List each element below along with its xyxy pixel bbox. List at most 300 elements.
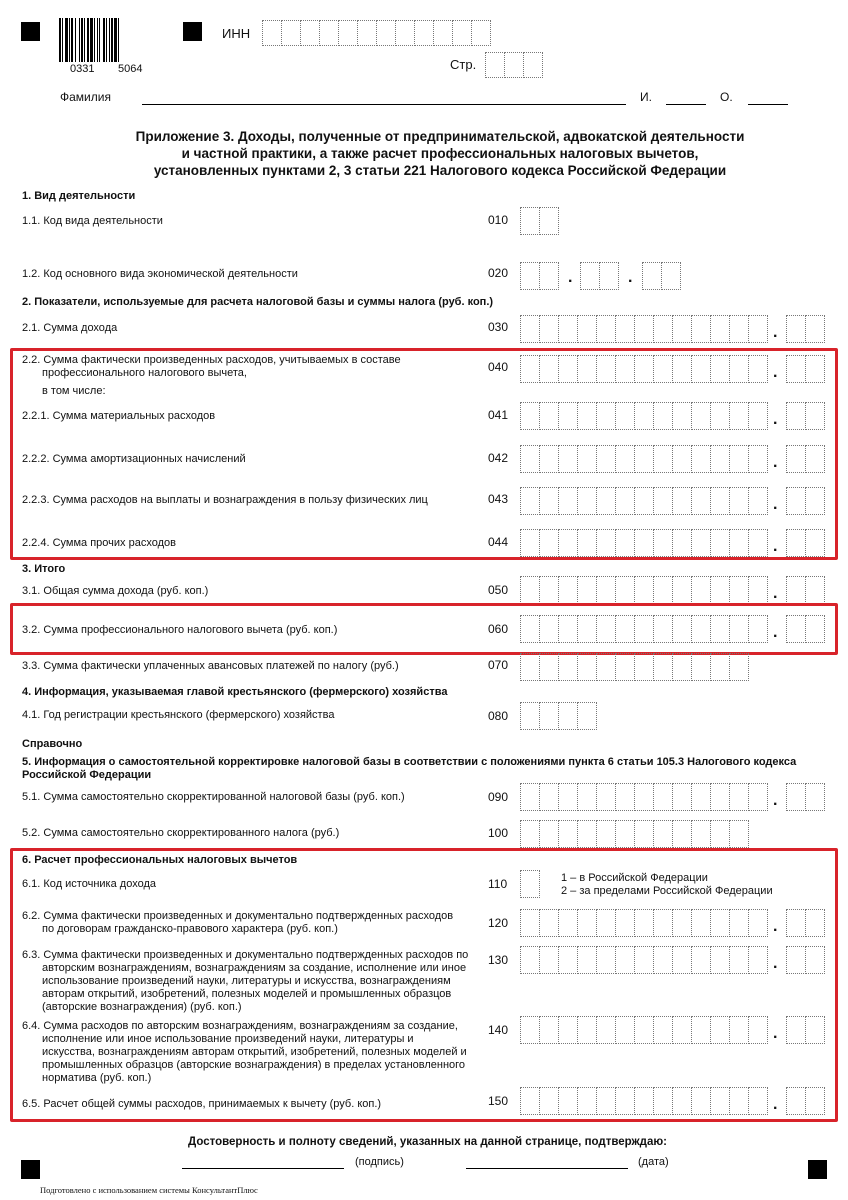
input-cell[interactable] bbox=[615, 315, 635, 343]
input-cell[interactable] bbox=[520, 783, 540, 811]
input-cell[interactable] bbox=[577, 783, 597, 811]
input-cell[interactable] bbox=[520, 529, 540, 557]
input-cell[interactable] bbox=[805, 783, 825, 811]
input-cell[interactable] bbox=[558, 946, 578, 974]
input-cell[interactable] bbox=[558, 615, 578, 643]
field-050-kopecks[interactable] bbox=[786, 576, 825, 604]
input-cell[interactable] bbox=[577, 820, 597, 848]
field-060-rubles[interactable] bbox=[520, 615, 768, 643]
field-050-rubles[interactable] bbox=[520, 576, 768, 604]
input-cell[interactable] bbox=[729, 529, 749, 557]
input-cell[interactable] bbox=[615, 653, 635, 681]
input-cell[interactable] bbox=[710, 402, 730, 430]
field-120-kopecks[interactable] bbox=[786, 909, 825, 937]
field-080[interactable] bbox=[520, 702, 597, 730]
input-cell[interactable] bbox=[805, 487, 825, 515]
input-cell[interactable] bbox=[710, 909, 730, 937]
input-cell[interactable] bbox=[615, 355, 635, 383]
input-cell[interactable] bbox=[634, 487, 654, 515]
input-cell[interactable] bbox=[710, 576, 730, 604]
input-cell[interactable] bbox=[577, 909, 597, 937]
row-1-1-label: 1.1. Код вида деятельности bbox=[22, 215, 163, 227]
input-cell[interactable] bbox=[577, 653, 597, 681]
input-cell[interactable] bbox=[539, 262, 559, 290]
decimal-dot: . bbox=[773, 585, 778, 602]
input-cell[interactable] bbox=[520, 402, 540, 430]
input-cell[interactable] bbox=[596, 315, 616, 343]
input-cell[interactable] bbox=[539, 487, 559, 515]
input-cell[interactable] bbox=[691, 1016, 711, 1044]
input-cell[interactable] bbox=[672, 615, 692, 643]
input-cell[interactable] bbox=[520, 207, 540, 235]
input-cell[interactable] bbox=[615, 783, 635, 811]
decimal-dot: . bbox=[773, 496, 778, 513]
input-cell[interactable] bbox=[653, 529, 673, 557]
input-cell[interactable] bbox=[596, 783, 616, 811]
input-cell[interactable] bbox=[634, 529, 654, 557]
input-cell[interactable] bbox=[596, 529, 616, 557]
input-cell[interactable] bbox=[504, 52, 524, 78]
input-cell[interactable] bbox=[748, 1087, 768, 1115]
input-cell[interactable] bbox=[748, 487, 768, 515]
input-cell[interactable] bbox=[786, 946, 806, 974]
patronymic-initial-field[interactable] bbox=[748, 104, 788, 105]
input-cell[interactable] bbox=[653, 576, 673, 604]
input-cell[interactable] bbox=[615, 576, 635, 604]
input-cell[interactable] bbox=[596, 402, 616, 430]
input-cell[interactable] bbox=[786, 909, 806, 937]
input-cell[interactable] bbox=[729, 653, 749, 681]
input-cell[interactable] bbox=[433, 20, 453, 46]
input-cell[interactable] bbox=[805, 576, 825, 604]
input-cell[interactable] bbox=[520, 576, 540, 604]
input-cell[interactable] bbox=[672, 1016, 692, 1044]
input-cell[interactable] bbox=[729, 445, 749, 473]
input-cell[interactable] bbox=[596, 576, 616, 604]
input-cell[interactable] bbox=[691, 653, 711, 681]
input-cell[interactable] bbox=[729, 946, 749, 974]
input-cell[interactable] bbox=[672, 946, 692, 974]
input-cell[interactable] bbox=[653, 402, 673, 430]
input-cell[interactable] bbox=[710, 1016, 730, 1044]
input-cell[interactable] bbox=[710, 820, 730, 848]
input-cell[interactable] bbox=[634, 445, 654, 473]
field-090-kopecks[interactable] bbox=[786, 783, 825, 811]
input-cell[interactable] bbox=[729, 487, 749, 515]
field-043-rubles[interactable] bbox=[520, 487, 768, 515]
field-140-kopecks[interactable] bbox=[786, 1016, 825, 1044]
input-cell[interactable] bbox=[577, 1016, 597, 1044]
input-cell[interactable] bbox=[805, 402, 825, 430]
input-cell[interactable] bbox=[539, 529, 559, 557]
input-cell[interactable] bbox=[653, 445, 673, 473]
input-cell[interactable] bbox=[691, 909, 711, 937]
input-cell[interactable] bbox=[672, 315, 692, 343]
input-cell[interactable] bbox=[710, 355, 730, 383]
input-cell[interactable] bbox=[539, 946, 559, 974]
input-cell[interactable] bbox=[691, 615, 711, 643]
corner-marker-top-left bbox=[21, 22, 40, 41]
decimal-dot: . bbox=[773, 918, 778, 935]
input-cell[interactable] bbox=[539, 820, 559, 848]
name-initial-field[interactable] bbox=[666, 104, 706, 105]
input-cell[interactable] bbox=[653, 820, 673, 848]
input-cell[interactable] bbox=[691, 487, 711, 515]
input-cell[interactable] bbox=[691, 529, 711, 557]
input-cell[interactable] bbox=[523, 52, 543, 78]
input-cell[interactable] bbox=[691, 576, 711, 604]
input-cell[interactable] bbox=[615, 615, 635, 643]
input-cell[interactable] bbox=[672, 783, 692, 811]
field-060-kopecks[interactable] bbox=[786, 615, 825, 643]
inn-label: ИНН bbox=[222, 26, 251, 41]
field-150-kopecks[interactable] bbox=[786, 1087, 825, 1115]
input-cell[interactable] bbox=[558, 445, 578, 473]
input-cell[interactable] bbox=[729, 820, 749, 848]
input-cell[interactable] bbox=[786, 783, 806, 811]
input-cell[interactable] bbox=[748, 576, 768, 604]
input-cell[interactable] bbox=[729, 909, 749, 937]
input-cell[interactable] bbox=[539, 355, 559, 383]
input-cell[interactable] bbox=[691, 402, 711, 430]
field-030-rubles[interactable] bbox=[520, 315, 768, 343]
field-041-rubles[interactable] bbox=[520, 402, 768, 430]
input-cell[interactable] bbox=[729, 1016, 749, 1044]
field-020-part-3[interactable] bbox=[642, 262, 681, 290]
input-cell[interactable] bbox=[653, 355, 673, 383]
title-line-1: Приложение 3. Доходы, полученные от предпринимательской, адвокатской деятельности bbox=[135, 129, 745, 144]
input-cell[interactable] bbox=[577, 445, 597, 473]
input-cell[interactable] bbox=[786, 355, 806, 383]
input-cell[interactable] bbox=[786, 487, 806, 515]
input-cell[interactable] bbox=[805, 1016, 825, 1044]
input-cell[interactable] bbox=[580, 262, 600, 290]
input-cell[interactable] bbox=[577, 576, 597, 604]
input-cell[interactable] bbox=[672, 909, 692, 937]
input-cell[interactable] bbox=[691, 1087, 711, 1115]
input-cell[interactable] bbox=[558, 783, 578, 811]
input-cell[interactable] bbox=[634, 909, 654, 937]
input-cell[interactable] bbox=[786, 576, 806, 604]
input-cell[interactable] bbox=[729, 615, 749, 643]
input-cell[interactable] bbox=[520, 445, 540, 473]
input-cell[interactable] bbox=[615, 909, 635, 937]
input-cell[interactable] bbox=[786, 1016, 806, 1044]
input-cell[interactable] bbox=[805, 315, 825, 343]
input-cell[interactable] bbox=[596, 909, 616, 937]
input-cell[interactable] bbox=[262, 20, 282, 46]
input-cell[interactable] bbox=[615, 529, 635, 557]
input-cell[interactable] bbox=[691, 355, 711, 383]
input-cell[interactable] bbox=[786, 1087, 806, 1115]
input-cell[interactable] bbox=[653, 487, 673, 515]
input-cell[interactable] bbox=[672, 529, 692, 557]
input-cell[interactable] bbox=[634, 402, 654, 430]
input-cell[interactable] bbox=[748, 445, 768, 473]
input-cell[interactable] bbox=[691, 946, 711, 974]
input-cell[interactable] bbox=[615, 445, 635, 473]
input-cell[interactable] bbox=[539, 615, 559, 643]
input-cell[interactable] bbox=[672, 402, 692, 430]
input-cell[interactable] bbox=[672, 576, 692, 604]
input-cell[interactable] bbox=[672, 1087, 692, 1115]
code-140: 140 bbox=[488, 1023, 509, 1037]
input-cell[interactable] bbox=[615, 1016, 635, 1044]
input-cell[interactable] bbox=[691, 445, 711, 473]
input-cell[interactable] bbox=[691, 315, 711, 343]
input-cell[interactable] bbox=[520, 1087, 540, 1115]
input-cell[interactable] bbox=[596, 653, 616, 681]
input-cell[interactable] bbox=[520, 909, 540, 937]
input-cell[interactable] bbox=[653, 946, 673, 974]
input-cell[interactable] bbox=[395, 20, 415, 46]
input-cell[interactable] bbox=[615, 487, 635, 515]
input-cell[interactable] bbox=[577, 355, 597, 383]
input-cell[interactable] bbox=[539, 783, 559, 811]
input-cell[interactable] bbox=[634, 1087, 654, 1115]
input-cell[interactable] bbox=[748, 783, 768, 811]
input-cell[interactable] bbox=[634, 783, 654, 811]
input-cell[interactable] bbox=[710, 653, 730, 681]
input-cell[interactable] bbox=[710, 946, 730, 974]
input-cell[interactable] bbox=[539, 402, 559, 430]
field-044-rubles[interactable] bbox=[520, 529, 768, 557]
signature-label: (подпись) bbox=[355, 1156, 404, 1168]
code-043: 043 bbox=[488, 492, 509, 506]
input-cell[interactable] bbox=[805, 355, 825, 383]
surname-field[interactable] bbox=[142, 104, 626, 105]
input-cell[interactable] bbox=[786, 315, 806, 343]
input-cell[interactable] bbox=[338, 20, 358, 46]
input-cell[interactable] bbox=[710, 315, 730, 343]
input-cell[interactable] bbox=[729, 355, 749, 383]
input-cell[interactable] bbox=[710, 1087, 730, 1115]
input-cell[interactable] bbox=[634, 315, 654, 343]
input-cell[interactable] bbox=[558, 820, 578, 848]
input-cell[interactable] bbox=[748, 615, 768, 643]
input-cell[interactable] bbox=[748, 355, 768, 383]
input-cell[interactable] bbox=[634, 946, 654, 974]
input-cell[interactable] bbox=[786, 445, 806, 473]
input-cell[interactable] bbox=[653, 653, 673, 681]
input-cell[interactable] bbox=[710, 487, 730, 515]
input-cell[interactable] bbox=[539, 445, 559, 473]
input-cell[interactable] bbox=[596, 820, 616, 848]
input-cell[interactable] bbox=[376, 20, 396, 46]
input-cell[interactable] bbox=[558, 402, 578, 430]
input-cell[interactable] bbox=[710, 783, 730, 811]
input-cell[interactable] bbox=[691, 820, 711, 848]
input-cell[interactable] bbox=[558, 1087, 578, 1115]
input-cell[interactable] bbox=[748, 529, 768, 557]
input-cell[interactable] bbox=[596, 487, 616, 515]
code-090: 090 bbox=[488, 790, 509, 804]
input-cell[interactable] bbox=[577, 487, 597, 515]
input-cell[interactable] bbox=[558, 702, 578, 730]
input-cell[interactable] bbox=[596, 1087, 616, 1115]
input-cell[interactable] bbox=[729, 783, 749, 811]
row-6-2-label-line-1: 6.2. Сумма фактически произведенных и документально подтвержденных расходов bbox=[22, 910, 454, 922]
field-090-rubles[interactable] bbox=[520, 783, 768, 811]
input-cell[interactable] bbox=[748, 1016, 768, 1044]
input-cell[interactable] bbox=[577, 1087, 597, 1115]
input-cell[interactable] bbox=[596, 615, 616, 643]
input-cell[interactable] bbox=[520, 702, 540, 730]
input-cell[interactable] bbox=[672, 355, 692, 383]
input-cell[interactable] bbox=[805, 909, 825, 937]
signature-field[interactable] bbox=[182, 1168, 344, 1169]
input-cell[interactable] bbox=[520, 487, 540, 515]
input-cell[interactable] bbox=[672, 653, 692, 681]
input-cell[interactable] bbox=[634, 355, 654, 383]
input-cell[interactable] bbox=[558, 315, 578, 343]
input-cell[interactable] bbox=[558, 576, 578, 604]
page-number-field[interactable] bbox=[485, 52, 543, 78]
input-cell[interactable] bbox=[748, 315, 768, 343]
input-cell[interactable] bbox=[558, 1016, 578, 1044]
inn-field[interactable] bbox=[262, 20, 491, 46]
input-cell[interactable] bbox=[729, 315, 749, 343]
field-020-part-1[interactable] bbox=[520, 262, 559, 290]
input-cell[interactable] bbox=[710, 529, 730, 557]
input-cell[interactable] bbox=[786, 529, 806, 557]
input-cell[interactable] bbox=[539, 909, 559, 937]
input-cell[interactable] bbox=[520, 653, 540, 681]
input-cell[interactable] bbox=[539, 576, 559, 604]
input-cell[interactable] bbox=[691, 783, 711, 811]
input-cell[interactable] bbox=[558, 909, 578, 937]
field-040-rubles[interactable] bbox=[520, 355, 768, 383]
input-cell[interactable] bbox=[539, 653, 559, 681]
input-cell[interactable] bbox=[520, 262, 540, 290]
input-cell[interactable] bbox=[539, 207, 559, 235]
input-cell[interactable] bbox=[710, 615, 730, 643]
input-cell[interactable] bbox=[748, 909, 768, 937]
input-cell[interactable] bbox=[520, 1016, 540, 1044]
input-cell[interactable] bbox=[520, 820, 540, 848]
input-cell[interactable] bbox=[577, 315, 597, 343]
field-041-kopecks[interactable] bbox=[786, 402, 825, 430]
input-cell[interactable] bbox=[577, 402, 597, 430]
input-cell[interactable] bbox=[414, 20, 434, 46]
input-cell[interactable] bbox=[653, 1016, 673, 1044]
input-cell[interactable] bbox=[319, 20, 339, 46]
input-cell[interactable] bbox=[634, 1016, 654, 1044]
input-cell[interactable] bbox=[539, 1016, 559, 1044]
input-cell[interactable] bbox=[634, 576, 654, 604]
input-cell[interactable] bbox=[615, 1087, 635, 1115]
field-030-kopecks[interactable] bbox=[786, 315, 825, 343]
input-cell[interactable] bbox=[577, 946, 597, 974]
field-150-rubles[interactable] bbox=[520, 1087, 768, 1115]
input-cell[interactable] bbox=[577, 615, 597, 643]
input-cell[interactable] bbox=[672, 487, 692, 515]
input-cell[interactable] bbox=[672, 820, 692, 848]
input-cell[interactable] bbox=[485, 52, 505, 78]
field-130-kopecks[interactable] bbox=[786, 946, 825, 974]
input-cell[interactable] bbox=[805, 445, 825, 473]
input-cell[interactable] bbox=[558, 355, 578, 383]
input-cell[interactable] bbox=[577, 529, 597, 557]
field-040-kopecks[interactable] bbox=[786, 355, 825, 383]
input-cell[interactable] bbox=[672, 445, 692, 473]
input-cell[interactable] bbox=[452, 20, 472, 46]
input-cell[interactable] bbox=[558, 653, 578, 681]
input-cell[interactable] bbox=[596, 445, 616, 473]
input-cell[interactable] bbox=[748, 402, 768, 430]
input-cell[interactable] bbox=[596, 355, 616, 383]
input-cell[interactable] bbox=[520, 870, 540, 898]
input-cell[interactable] bbox=[539, 1087, 559, 1115]
field-020-part-2[interactable] bbox=[580, 262, 619, 290]
date-field[interactable] bbox=[466, 1168, 628, 1169]
input-cell[interactable] bbox=[653, 783, 673, 811]
input-cell[interactable] bbox=[653, 615, 673, 643]
input-cell[interactable] bbox=[634, 653, 654, 681]
input-cell[interactable] bbox=[729, 1087, 749, 1115]
input-cell[interactable] bbox=[615, 946, 635, 974]
field-042-rubles[interactable] bbox=[520, 445, 768, 473]
input-cell[interactable] bbox=[558, 487, 578, 515]
field-120-rubles[interactable] bbox=[520, 909, 768, 937]
input-cell[interactable] bbox=[642, 262, 662, 290]
field-110[interactable] bbox=[520, 870, 540, 898]
field-130-rubles[interactable] bbox=[520, 946, 768, 974]
input-cell[interactable] bbox=[653, 315, 673, 343]
input-cell[interactable] bbox=[281, 20, 301, 46]
input-cell[interactable] bbox=[653, 909, 673, 937]
field-043-kopecks[interactable] bbox=[786, 487, 825, 515]
input-cell[interactable] bbox=[471, 20, 491, 46]
input-cell[interactable] bbox=[805, 946, 825, 974]
input-cell[interactable] bbox=[596, 1016, 616, 1044]
input-cell[interactable] bbox=[596, 946, 616, 974]
field-044-kopecks[interactable] bbox=[786, 529, 825, 557]
field-042-kopecks[interactable] bbox=[786, 445, 825, 473]
input-cell[interactable] bbox=[558, 529, 578, 557]
input-cell[interactable] bbox=[520, 946, 540, 974]
input-cell[interactable] bbox=[539, 315, 559, 343]
input-cell[interactable] bbox=[710, 445, 730, 473]
input-cell[interactable] bbox=[786, 615, 806, 643]
input-cell[interactable] bbox=[520, 355, 540, 383]
input-cell[interactable] bbox=[520, 315, 540, 343]
input-cell[interactable] bbox=[615, 820, 635, 848]
input-cell[interactable] bbox=[729, 576, 749, 604]
field-100[interactable] bbox=[520, 820, 749, 848]
input-cell[interactable] bbox=[729, 402, 749, 430]
input-cell[interactable] bbox=[786, 402, 806, 430]
input-cell[interactable] bbox=[520, 615, 540, 643]
input-cell[interactable] bbox=[805, 529, 825, 557]
input-cell[interactable] bbox=[357, 20, 377, 46]
field-070[interactable] bbox=[520, 653, 749, 681]
input-cell[interactable] bbox=[634, 820, 654, 848]
input-cell[interactable] bbox=[615, 402, 635, 430]
input-cell[interactable] bbox=[300, 20, 320, 46]
input-cell[interactable] bbox=[599, 262, 619, 290]
input-cell[interactable] bbox=[577, 702, 597, 730]
input-cell[interactable] bbox=[539, 702, 559, 730]
input-cell[interactable] bbox=[661, 262, 681, 290]
field-140-rubles[interactable] bbox=[520, 1016, 768, 1044]
input-cell[interactable] bbox=[748, 946, 768, 974]
input-cell[interactable] bbox=[805, 1087, 825, 1115]
input-cell[interactable] bbox=[805, 615, 825, 643]
field-010[interactable] bbox=[520, 207, 559, 235]
input-cell[interactable] bbox=[634, 615, 654, 643]
input-cell[interactable] bbox=[653, 1087, 673, 1115]
